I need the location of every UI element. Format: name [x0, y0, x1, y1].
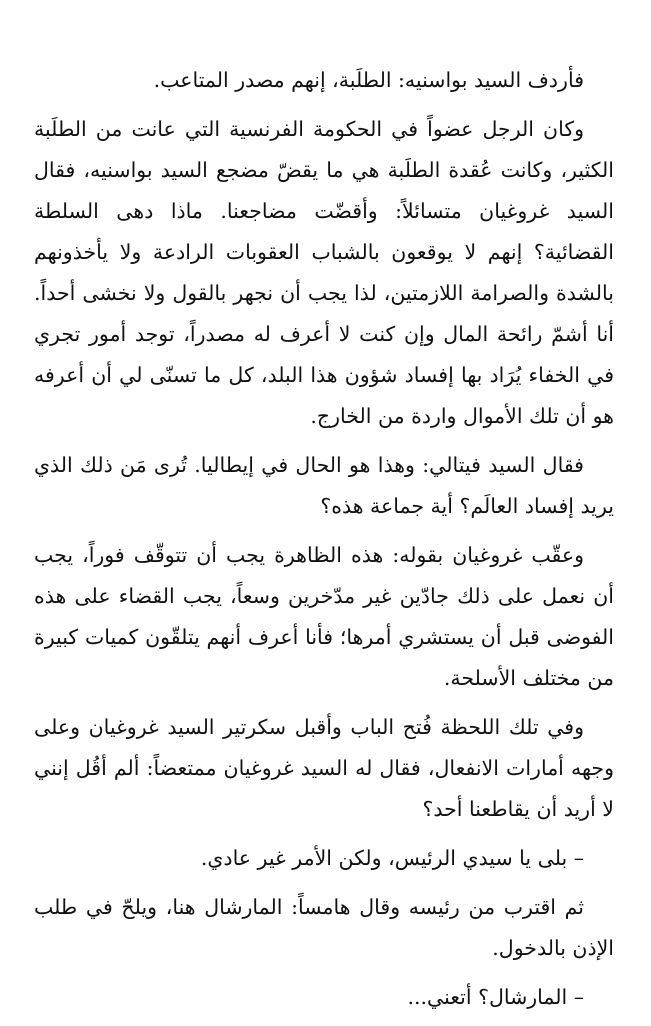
- paragraph-5: وفي تلك اللحظة فُتح الباب وأقبل سكرتير السيد غروغيان وعلى وجهه أمارات الانفعال، فقال له السيد غروغيان ممتعضاً: ألم أقُل إنني لا أريد أن يقاطعنا أحد؟: [34, 715, 614, 821]
- paragraph-7: ثم اقترب من رئيسه وقال هامساً: المارشال هنا، ويلحّ في طلب الإذن بالدخول.: [34, 895, 614, 960]
- paragraph-1: فأردف السيد بواسنيه: الطلَبة، إنهم مصدر المتاعب.: [153, 68, 584, 92]
- book-page: [34, 60, 614, 1026]
- paragraph-6: – بلى يا سيدي الرئيس، ولكن الأمر غير عادي.: [200, 846, 584, 870]
- paragraph-4: وعقّب غروغيان بقوله: هذه الظاهرة يجب أن تتوقّف فوراً، يجب أن نعمل على ذلك جادّين غير مدّخرين وسعاً، يجب القضاء على هذه الفوضى قبل أن يستشري أمرها؛ فأنا أعرف أنهم يتلقّون كميات كبيرة من مختلف الأسلحة.: [34, 543, 614, 690]
- paragraph-2: وكان الرجل عضواً في الحكومة الفرنسية التي عانت من الطلَبة الكثير، وكانت عُقدة الطلَبة هي ما يقضّ مضجع السيد بواسنيه، فقال السيد غروغيان متسائلاً: وأقضّت مضاجعنا. ماذا دهى السلطة القضائية؟ إنهم لا يوقعون بالشباب العقوبات الرادعة ولا يأخذونهم بالشدة والصرامة اللازمتين، لذا يجب أن نجهر بالقول ولا نخشى أحداً. أنا أشمّ رائحة المال وإن كنت لا أعرف له مصدراً، توجد أمور تجري في الخفاء يُرَاد بها إفساد شؤون هذا البلد، كل ما تسنّى لي أن أعرفه هو أن تلك الأموال واردة من الخارج.: [34, 117, 614, 428]
- paragraph-8: – المارشال؟ أتعني...: [407, 985, 584, 1009]
- paragraph-3: فقال السيد فيتالي: وهذا هو الحال في إيطاليا. تُرى مَن ذلك الذي يريد إفساد العالَم؟ أية جماعة هذه؟: [34, 453, 614, 518]
